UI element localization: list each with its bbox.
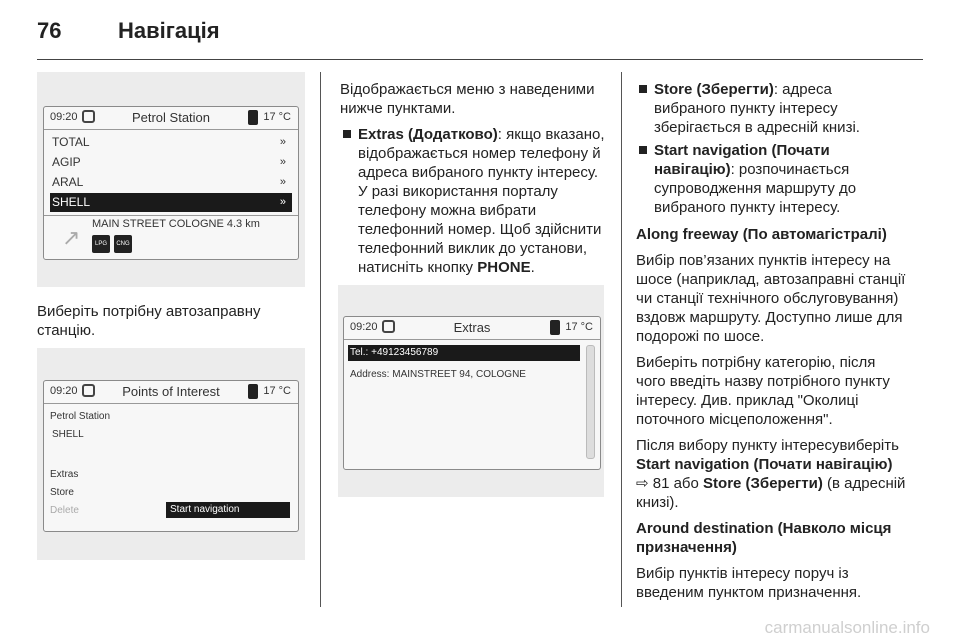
display-extras bbox=[343, 316, 601, 470]
temperature: 17 °C bbox=[263, 385, 291, 397]
phone-icon bbox=[550, 320, 560, 335]
header-divider bbox=[37, 59, 923, 60]
column-divider-2 bbox=[621, 72, 622, 607]
page-number: 76 bbox=[37, 18, 62, 43]
list-item-label: AGIP bbox=[52, 155, 81, 169]
heading-around-destination: Around destination (Навколо місця призначення) bbox=[636, 520, 892, 556]
text-tail: . bbox=[530, 259, 535, 276]
store-label: Store (Зберегти) bbox=[654, 81, 774, 98]
screen-title: Petrol Station bbox=[131, 110, 211, 125]
extras-label: Extras (Додатково) bbox=[358, 126, 498, 143]
list-item-aral[interactable] bbox=[50, 173, 292, 192]
page-header bbox=[37, 14, 923, 54]
caption-petrol: Виберіть потрібну автозаправну станцію. bbox=[37, 303, 261, 339]
status-bar bbox=[344, 317, 600, 340]
temperature: 17 °C bbox=[263, 111, 291, 123]
page-ref[interactable]: ⇨ 81 або bbox=[636, 475, 704, 492]
screenshot-points-of-interest bbox=[37, 348, 305, 560]
screen-title: Points of Interest bbox=[122, 384, 220, 399]
lpg-badge: LPG bbox=[92, 235, 110, 253]
watermark: carmanualsonline.info bbox=[764, 618, 930, 637]
list-item-label: ARAL bbox=[52, 175, 84, 189]
intro-text: Відображається меню з наведеними нижче пунктами. bbox=[340, 81, 595, 117]
menu-item-delete[interactable]: Delete bbox=[50, 505, 79, 516]
bullet-start-navigation bbox=[636, 141, 906, 217]
screen-title: Extras bbox=[453, 320, 491, 335]
after-selection-text bbox=[636, 436, 906, 512]
direction-arrow-icon: ↗ bbox=[62, 225, 81, 250]
text-span: Після вибору пункту інтересувиберіть bbox=[636, 437, 899, 454]
column-divider-1 bbox=[320, 72, 321, 607]
display-petrol-station bbox=[43, 106, 299, 260]
chevron-right-icon: » bbox=[279, 136, 286, 148]
column-3-text bbox=[636, 80, 906, 609]
screenshot-petrol-station bbox=[37, 72, 305, 287]
list-item-agip[interactable] bbox=[50, 153, 292, 172]
temperature: 17 °C bbox=[565, 321, 593, 333]
menu-item-store[interactable]: Store bbox=[50, 487, 74, 498]
list-item-label: SHELL bbox=[52, 195, 91, 209]
chevron-right-icon: » bbox=[279, 196, 286, 208]
select-category-text: Виберіть потрібну категорію, після чого введіть назву потрібного пункту інтересу. Див. приклад "Околиці поточного місцеположення". bbox=[636, 354, 890, 428]
extras-text: : якщо вказано, відображається номер телефону й адреса вибраного пункту інтересу. У разі використання порталу телефону можна вибрати телефонний номер. Щоб здійснити телефонний виклик до установи, натисніть кнопку bbox=[358, 126, 605, 276]
column-2-text bbox=[340, 80, 608, 281]
page-title: Навігація bbox=[118, 18, 220, 43]
chevron-right-icon: » bbox=[279, 156, 286, 168]
heading-along-freeway: Along freeway (По автомагістралі) bbox=[636, 226, 887, 243]
bullet-extras bbox=[340, 125, 608, 277]
start-navigation-button[interactable]: Start navigation bbox=[166, 502, 290, 518]
store-ref: Store (Зберегти) bbox=[703, 475, 823, 492]
phone-icon bbox=[248, 110, 258, 125]
clock-time: 09:20 bbox=[50, 111, 78, 123]
cng-badge: CNG bbox=[114, 235, 132, 253]
list-item-total[interactable] bbox=[50, 133, 292, 152]
address-row: Address: MAINSTREET 94, COLOGNE bbox=[350, 369, 526, 380]
around-destination-text: Вибір пунктів інтересу поруч із введеним пунктом призначення. bbox=[636, 565, 862, 601]
telephone-row[interactable]: Tel.: +49123456789 bbox=[348, 345, 580, 361]
start-navigation-label: Start navigation (Почати навігацію) bbox=[654, 142, 830, 178]
along-freeway-text: Вибір пов’язаних пунктів інтересу на шосе (наприклад, автозаправні станції чи станції технічного обслуговування) вздовж маршруту. Доступно лише для подорожі по шосе. bbox=[636, 252, 906, 345]
phone-icon bbox=[248, 384, 258, 399]
start-navigation-ref: Start navigation (Почати навігацію) bbox=[636, 456, 893, 473]
store-text: : адреса вибраного пункту інтересу зберігається в адресній книзі. bbox=[654, 81, 860, 136]
phone-label: PHONE bbox=[477, 259, 531, 276]
screenshot-extras bbox=[338, 285, 604, 497]
start-navigation-text: : розпочинається супроводження маршруту до вибраного пункту інтересу. bbox=[654, 161, 857, 216]
text-span: (в адресній книзі). bbox=[636, 475, 906, 511]
list-item-shell[interactable] bbox=[50, 193, 292, 212]
list-item-label: TOTAL bbox=[52, 135, 90, 149]
station-detail: MAIN STREET COLOGNE 4.3 km bbox=[92, 218, 260, 230]
clock-time: 09:20 bbox=[350, 321, 378, 333]
status-bar bbox=[44, 107, 298, 130]
display-points-of-interest bbox=[43, 380, 299, 532]
clock-time: 09:20 bbox=[50, 385, 78, 397]
divider bbox=[44, 215, 298, 216]
poi-name: SHELL bbox=[52, 429, 84, 440]
poi-category: Petrol Station bbox=[50, 411, 111, 422]
menu-item-extras[interactable]: Extras bbox=[50, 469, 79, 480]
status-bar bbox=[44, 381, 298, 404]
bullet-store bbox=[636, 80, 906, 137]
scrollbar[interactable] bbox=[586, 345, 595, 459]
chevron-right-icon: » bbox=[279, 176, 286, 188]
